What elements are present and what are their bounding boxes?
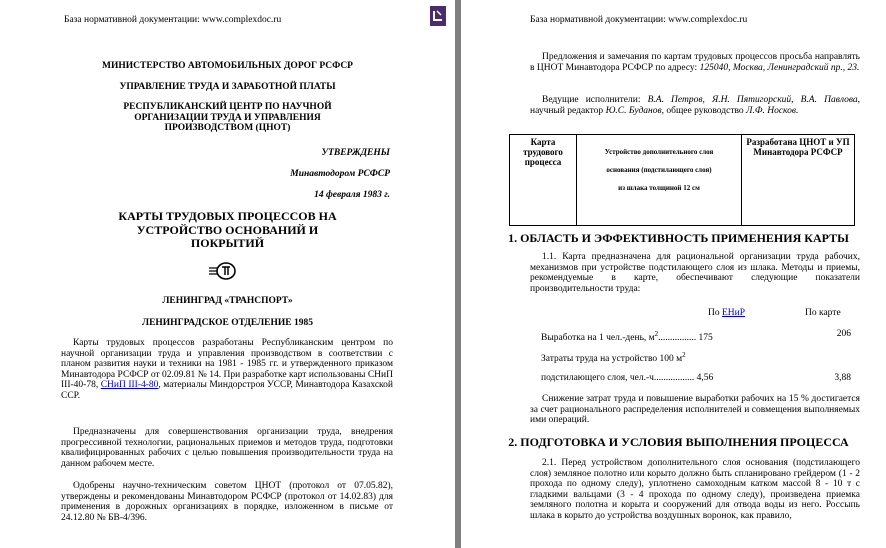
approved-label: УТВЕРЖДЕНЫ [321, 148, 390, 158]
right-page [461, 0, 886, 548]
paragraph-purpose: Предназначены для совершенствования организации труда, внедрения прогрессивной технологии, рациональных приемов и методов труда, подготовки квалифицированных рабочих с целью повышения производительности труда на данном рабочем месте. [61, 427, 393, 469]
section-2-title: 2. ПОДГОТОВКА И УСЛОВИЯ ВЫПОЛНЕНИЯ ПРОЦЕССА [508, 435, 849, 449]
publisher-logo [209, 262, 243, 280]
paragraph-authors [530, 95, 860, 116]
section-2-paragraph: 2.1. Перед устройством дополнительного слоя основания (подстилающего слоя) земляное полотно или корыто должно быть спланировано грейдером (1 - 2 прохода по одному следу), уплотнено самоходным катком массой 8 - 10 т с гладкими вальцами (3 - 4 прохода по одному следу), произведена приемка земляного полотна и корыта и сооружений для отвода воды из него. Россыпь шлака в корыто до устройства воздушных воронок, как правило, [530, 458, 860, 521]
row-labor-sup: 2 [682, 351, 686, 359]
row-labor [541, 350, 686, 365]
row-labor-enir: 4,56 [696, 373, 714, 383]
editor-label: , научный редактор [530, 95, 861, 116]
row-output-sup: 2 [654, 330, 659, 338]
paragraph-feedback [530, 52, 860, 73]
paragraph-approval: Одобрены научно-техническим советом ЦНОТ (протокол от 07.05.82), утверждены и рекомендованы Минавтодором РСФСР (протокол от 14.02.83) для применения в дорожных организациях в порядке, изложенном в письме от 24.12.80 № БВ-4/396. [61, 481, 393, 523]
lead-name: Л.Ф. Носков. [746, 105, 799, 116]
org-department: УПРАВЛЕНИЕ ТРУДА И ЗАРАБОТНОЙ ПЛАТЫ [119, 82, 336, 92]
editor-name: Ю.С. Буданов [605, 105, 662, 116]
row-output-enir: 175 [698, 333, 713, 344]
authors-label: Ведущие исполнители: [542, 95, 641, 105]
snip-link[interactable]: СНиП III-4-80 [100, 380, 159, 390]
document-icon[interactable] [430, 6, 446, 26]
section-1-title: 1. ОБЛАСТЬ И ЭФФЕКТИВНОСТЬ ПРИМЕНЕНИЯ КАРТЫ [508, 231, 849, 245]
publisher-branch: ЛЕНИНГРАДСКОЕ ОТДЕЛЕНИЕ 1985 [141, 318, 313, 328]
card-desc-line2: основания (подстилающего слоя) [606, 166, 712, 174]
approved-date: 14 февраля 1983 г. [314, 190, 390, 200]
feedback-address: 125040, Москва, Ленинградский пр., 23. [699, 62, 860, 73]
row-labor-cont [541, 373, 713, 384]
approved-by: Минавтодором РСФСР [290, 169, 390, 179]
document-title: КАРТЫ ТРУДОВЫХ ПРОЦЕССОВ НА УСТРОЙСТВО ОСНОВАНИЙ И ПОКРЫТИЙ [118, 209, 337, 250]
row-output [541, 329, 713, 344]
lead-label: , общее руководство [661, 105, 744, 116]
card-table [509, 134, 855, 226]
row-output-card: 206 [836, 329, 851, 339]
col-enir-prefix: По [708, 308, 720, 318]
publisher: ЛЕНИНГРАД «ТРАНСПОРТ» [162, 296, 293, 306]
card-cell-description [577, 135, 742, 226]
enir-link[interactable]: ЕНиР [722, 308, 746, 318]
card-cell-process: Карта трудового процесса [510, 135, 577, 226]
feedback-text: Предложения и замечания по картам трудовых процессов просьба направлять в ЦНОТ Минавтодора РСФСР по адресу: [530, 52, 860, 73]
card-desc-line3: из шлака толщиной 12 см [618, 184, 700, 192]
row-labor-cont-label: подстилающего слоя, чел.-ч................. [541, 373, 695, 383]
org-center: РЕСПУБЛИКАНСКИЙ ЦЕНТР ПО НАУЧНОЙ ОРГАНИЗАЦИИ ТРУДА И УПРАВЛЕНИЯ ПРОИЗВОДСТВОМ (ЦНОТ) [123, 102, 332, 133]
paragraph-developed [61, 338, 393, 401]
row-labor-card: 3,88 [834, 373, 851, 383]
row-output-dots: ................ [658, 333, 697, 344]
section-1-paragraph: 1.1. Карта предназначена для рациональной организации труда рабочих, механизмов при устройстве подстилающего слоя из шлака. Методы и приемы, рекомендуемые в карте, обеспечивают следующие показатели производительности труда: [530, 252, 860, 294]
col-card-header: По карте [805, 308, 841, 318]
row-labor-label: Затраты труда на устройство 100 м [541, 354, 683, 365]
paragraph-developed-text: Карты трудовых процессов разработаны Республиканским центром по научной организации труда и управления производством в соответствии с планом развития науки и техники на 1981 - 1985 гг. и утвержденного приказом Минавтодора РСФСР от 02.09.81 № 14. При разработке карт использованы СНиП III-40-78, [61, 338, 393, 390]
page-header-left: База нормативной документации: www.complexdoc.ru [64, 15, 282, 25]
paragraph-developed-tail: , материалы Миндорстроя УССР, Минавтодора Казахской ССР. [61, 380, 393, 401]
authors-names: В.А. Петров, Я.Н. Пятигорский, В.А. Павлова [647, 95, 858, 105]
org-ministry: МИНИСТЕРСТВО АВТОМОБИЛЬНЫХ ДОРОГ РСФСР [102, 61, 353, 71]
row-output-label: Выработка на 1 чел.-день, м [541, 333, 655, 344]
page-header-right: База нормативной документации: www.complexdoc.ru [530, 15, 748, 25]
col-enir-header [708, 308, 745, 319]
card-cell-developer: Разработана ЦНОТ и УП Минавтодора РСФСР [742, 135, 855, 226]
section-1-paragraph-2: Снижение затрат труда и повышение выработки рабочих на 15 % достигается за счет рационального распределения исполнителей и совмещения выполняемых ими операций. [530, 394, 860, 425]
card-desc-line1: Устройство дополнительного слоя [604, 148, 714, 156]
